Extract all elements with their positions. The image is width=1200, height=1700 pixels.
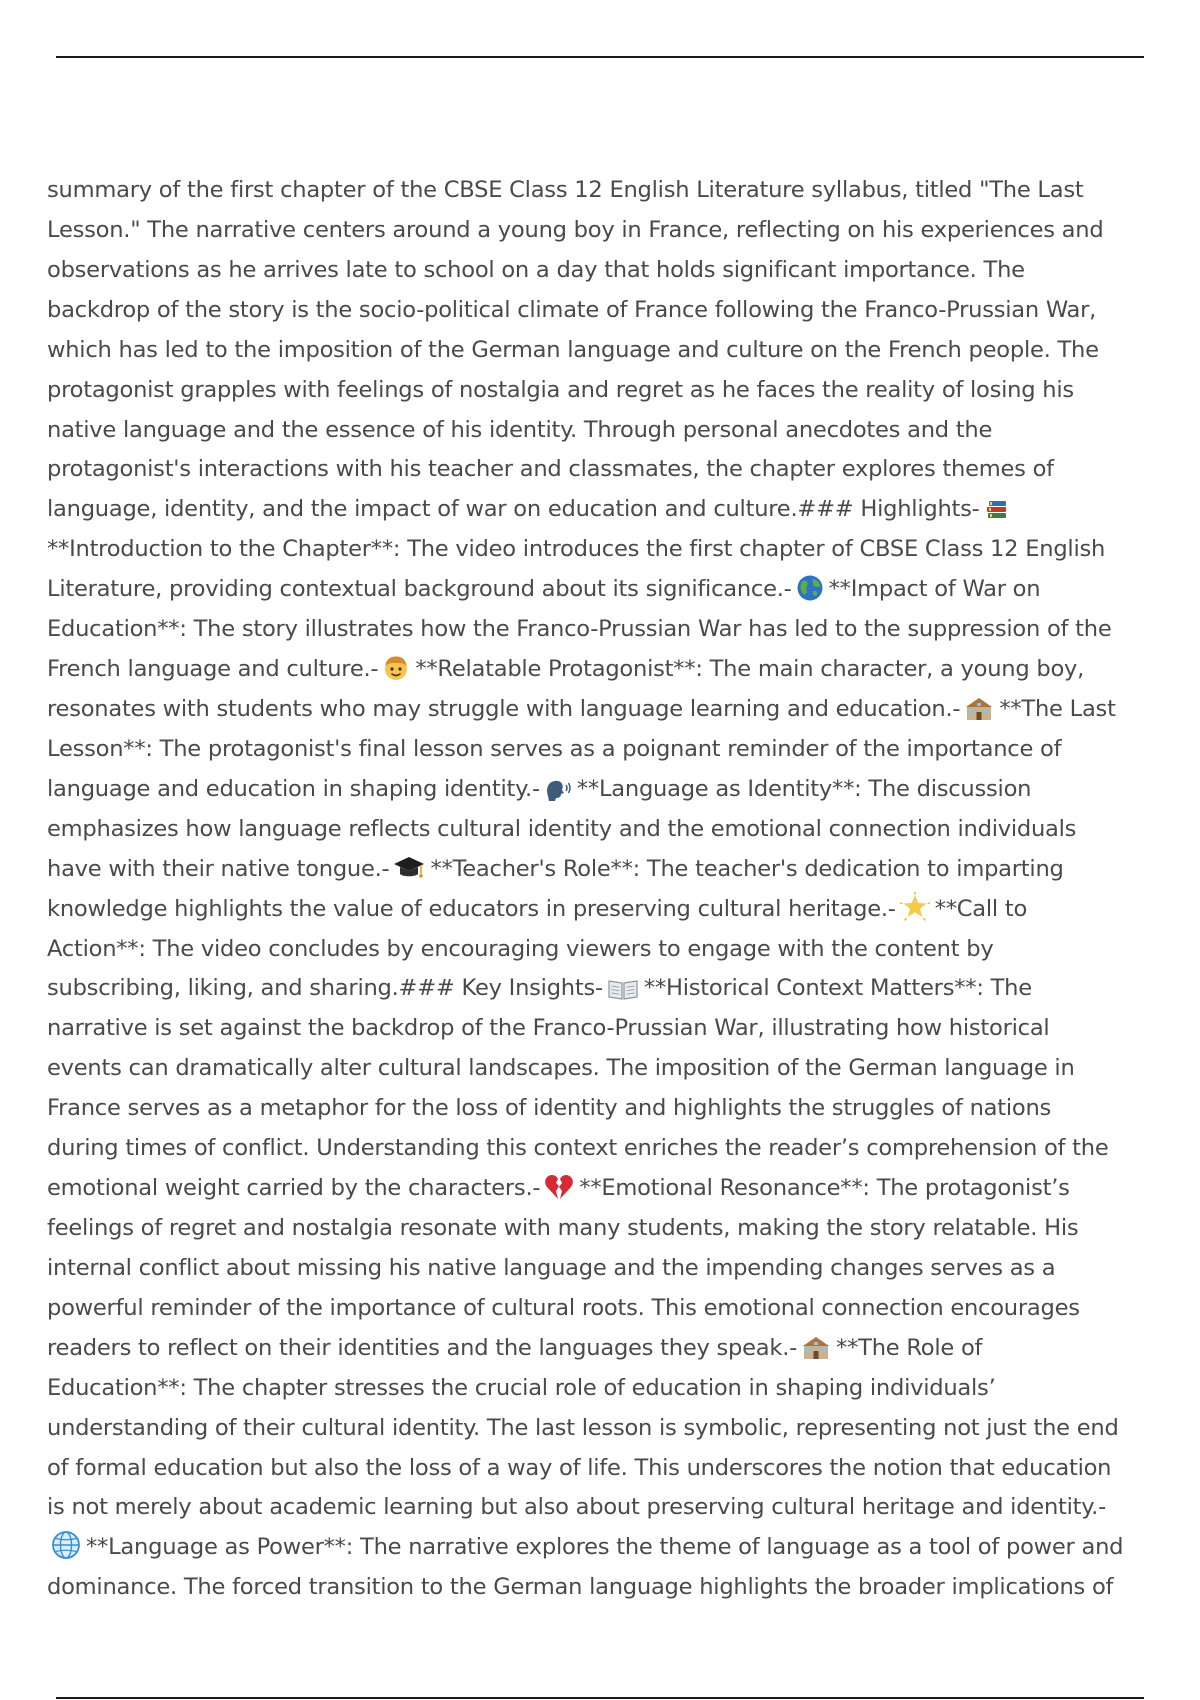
text-line <box>47 1289 1157 1329</box>
text-line: backdrop of the story is the socio-political climate of France following the Franco-Prussian War, <box>47 296 1097 323</box>
text-line <box>47 1409 1157 1449</box>
text-run: French language and culture.- <box>47 656 379 683</box>
text-line <box>47 1169 1157 1209</box>
text-run: during times of conflict. Understanding this context enriches the reader’s comprehension of the <box>47 1135 1109 1162</box>
text-line <box>47 570 1157 610</box>
text-line <box>47 1568 1157 1608</box>
text-run: **The Last <box>999 695 1116 722</box>
document-body <box>47 171 1157 1608</box>
text-run: internal conflict about missing his native language and the impending changes serves as a <box>47 1254 1056 1281</box>
text-line <box>47 1329 1157 1369</box>
text-run: **Language as Power**: The narrative explores the theme of language as a tool of power and <box>86 1534 1124 1561</box>
text-run: emotional weight carried by the characters.- <box>47 1175 541 1202</box>
text-line <box>47 810 1157 850</box>
text-run: language and education in shaping identity.- <box>47 775 540 802</box>
text-line: native language and the essence of his identity. Through personal anecdotes and the <box>47 416 993 443</box>
text-line: summary of the first chapter of the CBSE Class 12 English Literature syllabus, titled "The Last <box>47 177 1084 203</box>
text-run: readers to reflect on their identities and the languages they speak.- <box>47 1334 798 1361</box>
text-run: narrative is set against the backdrop of the Franco-Prussian War, illustrating how historical <box>47 1015 1050 1042</box>
text-run: Education**: The chapter stresses the crucial role of education in shaping individuals’ <box>47 1374 996 1401</box>
text-line <box>47 1449 1157 1489</box>
text-line <box>47 650 1157 690</box>
text-line: protagonist grapples with feelings of nostalgia and regret as he faces the reality of losing his <box>47 376 1074 403</box>
text-line <box>47 1049 1157 1089</box>
text-run: **Emotional Resonance**: The protagonist’s <box>579 1175 1070 1202</box>
text-run: **Language as Identity**: The discussion <box>576 775 1032 802</box>
text-run: **Introduction to the Chapter**: The video introduces the first chapter of CBSE Class 12 English <box>47 536 1106 563</box>
text-run: dominance. The forced transition to the German language highlights the broader implications of <box>47 1574 1114 1601</box>
text-line <box>47 1129 1157 1169</box>
text-run: **Impact of War on <box>828 576 1041 603</box>
text-run: Lesson**: The protagonist's final lesson serves as a poignant reminder of the importance of <box>47 735 1062 762</box>
text-line <box>47 1369 1157 1409</box>
glowing-star-icon <box>900 892 930 936</box>
text-line: which has led to the imposition of the German language and culture on the French people. The <box>47 336 1099 363</box>
text-line: protagonist's interactions with his teacher and classmates, the chapter explores themes of <box>47 456 1054 483</box>
text-run: knowledge highlights the value of educators in preserving cultural heritage.- <box>47 895 896 922</box>
text-run: **Teacher's Role**: The teacher's dedication to imparting <box>430 855 1064 882</box>
text-line <box>47 890 1157 930</box>
text-line <box>47 969 1157 1009</box>
text-run: powerful reminder of the importance of cultural roots. This emotional connection encourages <box>47 1294 1080 1321</box>
text-line <box>47 1009 1157 1049</box>
text-run: **The Role of <box>836 1334 983 1361</box>
text-run: Education**: The story illustrates how the Franco-Prussian War has led to the suppression of the <box>47 616 1112 643</box>
bottom-rule <box>56 1697 1144 1699</box>
text-line <box>47 1528 1157 1568</box>
text-run: **Relatable Protagonist**: The main character, a young boy, <box>415 656 1085 683</box>
text-run: feelings of regret and nostalgia resonate with many students, making the story relatable. His <box>47 1214 1079 1241</box>
text-run: language, identity, and the impact of war on education and culture.### Highlights- <box>47 496 980 523</box>
text-line <box>47 930 1157 970</box>
text-run: France serves as a metaphor for the loss of identity and highlights the struggles of nations <box>47 1095 1052 1122</box>
text-line <box>47 610 1157 650</box>
text-line <box>47 1488 1157 1528</box>
text-run: Action**: The video concludes by encouraging viewers to engage with the content by <box>47 935 994 962</box>
text-run: Literature, providing contextual background about its significance.- <box>47 576 792 603</box>
text-run: of formal education but also the loss of a way of life. This underscores the notion that education <box>47 1454 1112 1481</box>
text-line <box>47 690 1157 730</box>
text-run: have with their native tongue.- <box>47 855 390 882</box>
text-run: resonates with students who may struggle with language learning and education.- <box>47 695 961 722</box>
text-line <box>47 730 1157 770</box>
text-run: emphasizes how language reflects cultural identity and the emotional connection individuals <box>47 815 1077 842</box>
text-line: Lesson." The narrative centers around a young boy in France, reflecting on his experiences and <box>47 216 1104 243</box>
text-line <box>47 530 1157 570</box>
top-rule <box>56 56 1144 58</box>
text-lines-with-emoji <box>47 490 1157 1608</box>
text-run: is not merely about academic learning but also about preserving cultural heritage and identity.- <box>47 1494 1106 1521</box>
text-line <box>47 850 1157 890</box>
text-line <box>47 1089 1157 1129</box>
text-run: subscribing, liking, and sharing.### Key Insights- <box>47 975 603 1002</box>
text-line <box>47 1209 1157 1249</box>
text-run: **Call to <box>934 895 1028 922</box>
text-run: **Historical Context Matters**: The <box>643 975 1032 1002</box>
text-run: events can dramatically alter cultural landscapes. The imposition of the German language in <box>47 1055 1075 1082</box>
text-line <box>47 770 1157 810</box>
text-line <box>47 490 1157 530</box>
text-line: observations as he arrives late to school on a day that holds significant importance. The <box>47 256 1025 283</box>
text-run: understanding of their cultural identity. The last lesson is symbolic, representing not just the end <box>47 1414 1119 1441</box>
text-line <box>47 1249 1157 1289</box>
